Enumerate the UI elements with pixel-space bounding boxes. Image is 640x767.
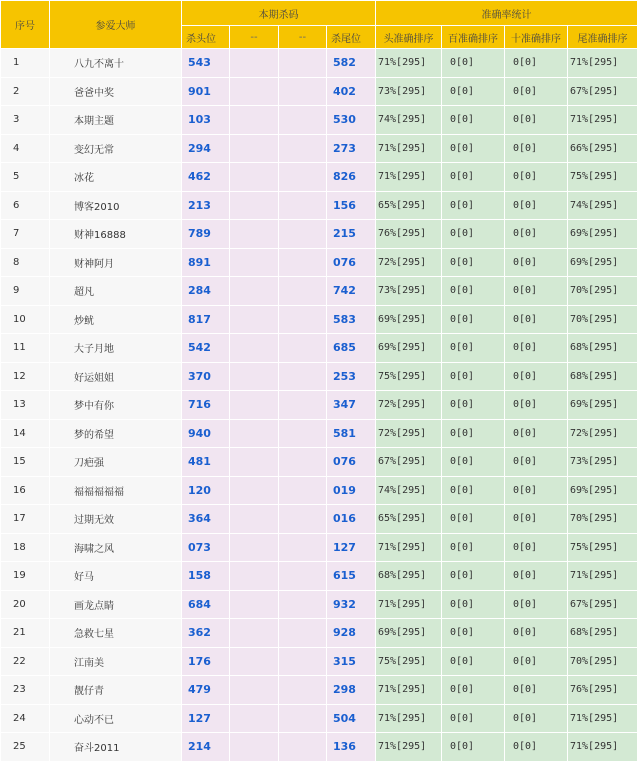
hundreds-accuracy-value: 0[0]: [442, 134, 505, 163]
head-accuracy-value: 73%[295]: [376, 77, 442, 106]
hundreds-accuracy-value: 0[0]: [442, 220, 505, 249]
master-name: 过期无效: [50, 505, 182, 534]
kill-tail-value: 076: [327, 448, 376, 477]
hundreds-accuracy-value: 0[0]: [442, 248, 505, 277]
kill-tail-value: 685: [327, 334, 376, 363]
kill-hundreds-empty: [230, 134, 279, 163]
kill-hundreds-empty: [230, 106, 279, 135]
tail-accuracy-value: 68%[295]: [568, 362, 638, 391]
kill-tens-empty: [279, 391, 327, 420]
kill-tens-empty: [279, 334, 327, 363]
master-name: 财神16888: [50, 220, 182, 249]
kill-hundreds-empty: [230, 277, 279, 306]
kill-hundreds-empty: [230, 49, 279, 78]
kill-tens-empty: [279, 362, 327, 391]
tens-accuracy-value: 0[0]: [505, 505, 568, 534]
master-name: 本期主题: [50, 106, 182, 135]
kill-head-value: 103: [182, 106, 230, 135]
head-accuracy-value: 72%[295]: [376, 248, 442, 277]
kill-tail-value: 583: [327, 305, 376, 334]
row-index: 20: [1, 590, 50, 619]
kill-tens-empty: [279, 505, 327, 534]
kill-head-column-header: 杀头位: [182, 26, 230, 49]
kill-hundreds-empty: [230, 505, 279, 534]
head-accuracy-column-header: 头准确排序: [376, 26, 442, 49]
kill-head-value: 542: [182, 334, 230, 363]
tail-accuracy-value: 76%[295]: [568, 676, 638, 705]
hundreds-accuracy-value: 0[0]: [442, 362, 505, 391]
kill-tens-empty: [279, 305, 327, 334]
table-row: [1, 163, 638, 192]
hundreds-accuracy-value: 0[0]: [442, 305, 505, 334]
table-row: [1, 305, 638, 334]
kill-head-value: 817: [182, 305, 230, 334]
head-accuracy-value: 74%[295]: [376, 476, 442, 505]
master-name: 变幻无常: [50, 134, 182, 163]
kill-tail-value: 156: [327, 191, 376, 220]
tens-accuracy-value: 0[0]: [505, 334, 568, 363]
tail-accuracy-value: 71%[295]: [568, 562, 638, 591]
kill-tens-column-header: --: [279, 26, 327, 49]
kill-tail-value: 928: [327, 619, 376, 648]
kill-hundreds-empty: [230, 704, 279, 733]
kill-head-value: 462: [182, 163, 230, 192]
tens-accuracy-value: 0[0]: [505, 733, 568, 762]
tens-accuracy-value: 0[0]: [505, 248, 568, 277]
head-accuracy-value: 69%[295]: [376, 619, 442, 648]
tail-accuracy-value: 72%[295]: [568, 419, 638, 448]
row-index: 23: [1, 676, 50, 705]
kill-tail-value: 347: [327, 391, 376, 420]
tens-accuracy-value: 0[0]: [505, 647, 568, 676]
kill-tens-empty: [279, 49, 327, 78]
kill-hundreds-column-header: --: [230, 26, 279, 49]
hundreds-accuracy-value: 0[0]: [442, 647, 505, 676]
kill-tail-value: 615: [327, 562, 376, 591]
tail-accuracy-value: 75%[295]: [568, 163, 638, 192]
kill-tail-value: 127: [327, 533, 376, 562]
kill-hundreds-empty: [230, 248, 279, 277]
table-row: [1, 733, 638, 762]
row-index: 25: [1, 733, 50, 762]
row-index: 1: [1, 49, 50, 78]
master-name: 八九不离十: [50, 49, 182, 78]
tens-accuracy-value: 0[0]: [505, 77, 568, 106]
tens-accuracy-value: 0[0]: [505, 619, 568, 648]
row-index: 14: [1, 419, 50, 448]
tail-accuracy-value: 68%[295]: [568, 619, 638, 648]
tens-accuracy-value: 0[0]: [505, 533, 568, 562]
kill-tail-value: 215: [327, 220, 376, 249]
kill-head-value: 213: [182, 191, 230, 220]
head-accuracy-value: 71%[295]: [376, 49, 442, 78]
kill-hundreds-empty: [230, 533, 279, 562]
kill-tens-empty: [279, 191, 327, 220]
table-row: [1, 647, 638, 676]
kill-tail-value: 076: [327, 248, 376, 277]
kill-tens-empty: [279, 704, 327, 733]
row-index: 13: [1, 391, 50, 420]
hundreds-accuracy-value: 0[0]: [442, 448, 505, 477]
tens-accuracy-value: 0[0]: [505, 134, 568, 163]
table-row: [1, 391, 638, 420]
head-accuracy-value: 75%[295]: [376, 647, 442, 676]
kill-tail-value: 530: [327, 106, 376, 135]
kill-hundreds-empty: [230, 191, 279, 220]
master-name: 海啸之风: [50, 533, 182, 562]
tail-accuracy-value: 74%[295]: [568, 191, 638, 220]
kill-hundreds-empty: [230, 220, 279, 249]
hundreds-accuracy-value: 0[0]: [442, 163, 505, 192]
tail-accuracy-value: 70%[295]: [568, 505, 638, 534]
hundreds-accuracy-value: 0[0]: [442, 419, 505, 448]
kill-tens-empty: [279, 590, 327, 619]
table-row: [1, 533, 638, 562]
kill-tens-empty: [279, 163, 327, 192]
kill-head-value: 716: [182, 391, 230, 420]
hundreds-accuracy-value: 0[0]: [442, 619, 505, 648]
kill-tens-empty: [279, 476, 327, 505]
table-row: [1, 704, 638, 733]
head-accuracy-value: 71%[295]: [376, 676, 442, 705]
head-accuracy-value: 71%[295]: [376, 733, 442, 762]
head-accuracy-value: 72%[295]: [376, 391, 442, 420]
tail-accuracy-value: 75%[295]: [568, 533, 638, 562]
row-index: 7: [1, 220, 50, 249]
hundreds-accuracy-value: 0[0]: [442, 49, 505, 78]
table-body: [1, 49, 638, 762]
kill-tail-value: 504: [327, 704, 376, 733]
master-name: 冰花: [50, 163, 182, 192]
tail-accuracy-value: 69%[295]: [568, 476, 638, 505]
kill-tail-value: 298: [327, 676, 376, 705]
tail-accuracy-value: 69%[295]: [568, 248, 638, 277]
tail-accuracy-value: 67%[295]: [568, 77, 638, 106]
tens-accuracy-value: 0[0]: [505, 106, 568, 135]
kill-hundreds-empty: [230, 647, 279, 676]
table-row: [1, 277, 638, 306]
head-accuracy-value: 71%[295]: [376, 704, 442, 733]
hundreds-accuracy-value: 0[0]: [442, 704, 505, 733]
hundreds-accuracy-value: 0[0]: [442, 476, 505, 505]
master-name: 超凡: [50, 277, 182, 306]
kill-head-value: 481: [182, 448, 230, 477]
master-name: 大子月地: [50, 334, 182, 363]
tail-accuracy-value: 71%[295]: [568, 733, 638, 762]
hundreds-accuracy-value: 0[0]: [442, 562, 505, 591]
tens-accuracy-value: 0[0]: [505, 419, 568, 448]
kill-hundreds-empty: [230, 619, 279, 648]
hundreds-accuracy-column-header: 百准确排序: [442, 26, 505, 49]
tens-accuracy-value: 0[0]: [505, 391, 568, 420]
table-row: [1, 562, 638, 591]
row-index: 6: [1, 191, 50, 220]
tens-accuracy-value: 0[0]: [505, 191, 568, 220]
tail-accuracy-value: 67%[295]: [568, 590, 638, 619]
kill-hundreds-empty: [230, 476, 279, 505]
head-accuracy-value: 73%[295]: [376, 277, 442, 306]
master-name: 好运姐姐: [50, 362, 182, 391]
kill-hundreds-empty: [230, 590, 279, 619]
kill-tail-column-header: 杀尾位: [327, 26, 376, 49]
tens-accuracy-column-header: 十准确排序: [505, 26, 568, 49]
master-name: 梦中有你: [50, 391, 182, 420]
table-row: [1, 248, 638, 277]
kill-hundreds-empty: [230, 448, 279, 477]
kill-head-value: 543: [182, 49, 230, 78]
master-name: 靓仔青: [50, 676, 182, 705]
table-row: [1, 191, 638, 220]
kill-tens-empty: [279, 248, 327, 277]
kill-tail-value: 582: [327, 49, 376, 78]
tens-accuracy-value: 0[0]: [505, 277, 568, 306]
kill-tens-empty: [279, 277, 327, 306]
tens-accuracy-value: 0[0]: [505, 163, 568, 192]
kill-hundreds-empty: [230, 676, 279, 705]
row-index: 18: [1, 533, 50, 562]
row-index: 11: [1, 334, 50, 363]
tail-accuracy-value: 70%[295]: [568, 277, 638, 306]
kill-hundreds-empty: [230, 163, 279, 192]
tens-accuracy-value: 0[0]: [505, 704, 568, 733]
head-accuracy-value: 69%[295]: [376, 334, 442, 363]
row-index: 3: [1, 106, 50, 135]
kill-head-value: 214: [182, 733, 230, 762]
kill-tens-empty: [279, 647, 327, 676]
kill-tens-empty: [279, 533, 327, 562]
kill-head-value: 684: [182, 590, 230, 619]
kill-tail-value: 016: [327, 505, 376, 534]
table-row: [1, 362, 638, 391]
table-row: [1, 134, 638, 163]
head-accuracy-value: 65%[295]: [376, 505, 442, 534]
tens-accuracy-value: 0[0]: [505, 49, 568, 78]
kill-tail-value: 253: [327, 362, 376, 391]
hundreds-accuracy-value: 0[0]: [442, 733, 505, 762]
tail-accuracy-value: 73%[295]: [568, 448, 638, 477]
kill-head-value: 891: [182, 248, 230, 277]
kill-tail-value: 742: [327, 277, 376, 306]
kill-head-value: 370: [182, 362, 230, 391]
tail-accuracy-value: 70%[295]: [568, 305, 638, 334]
kill-tens-empty: [279, 676, 327, 705]
kill-tail-value: 402: [327, 77, 376, 106]
head-accuracy-value: 71%[295]: [376, 163, 442, 192]
row-index: 4: [1, 134, 50, 163]
tens-accuracy-value: 0[0]: [505, 590, 568, 619]
table-row: [1, 476, 638, 505]
kill-hundreds-empty: [230, 391, 279, 420]
tail-accuracy-value: 69%[295]: [568, 391, 638, 420]
hundreds-accuracy-value: 0[0]: [442, 533, 505, 562]
kill-head-value: 073: [182, 533, 230, 562]
table-header: [1, 1, 638, 49]
hundreds-accuracy-value: 0[0]: [442, 77, 505, 106]
hundreds-accuracy-value: 0[0]: [442, 277, 505, 306]
hundreds-accuracy-value: 0[0]: [442, 391, 505, 420]
table-row: [1, 505, 638, 534]
kill-hundreds-empty: [230, 419, 279, 448]
kill-head-value: 479: [182, 676, 230, 705]
hundreds-accuracy-value: 0[0]: [442, 334, 505, 363]
master-name: 福福福福福: [50, 476, 182, 505]
master-name: 博客2010: [50, 191, 182, 220]
hundreds-accuracy-value: 0[0]: [442, 590, 505, 619]
row-index: 19: [1, 562, 50, 591]
kill-head-value: 362: [182, 619, 230, 648]
kill-head-value: 940: [182, 419, 230, 448]
tens-accuracy-value: 0[0]: [505, 562, 568, 591]
head-accuracy-value: 74%[295]: [376, 106, 442, 135]
master-name: 画龙点睛: [50, 590, 182, 619]
kill-head-value: 158: [182, 562, 230, 591]
table-row: [1, 419, 638, 448]
row-index: 9: [1, 277, 50, 306]
kill-tens-empty: [279, 220, 327, 249]
kill-head-value: 364: [182, 505, 230, 534]
kill-hundreds-empty: [230, 733, 279, 762]
hundreds-accuracy-value: 0[0]: [442, 505, 505, 534]
kill-hundreds-empty: [230, 334, 279, 363]
row-index: 24: [1, 704, 50, 733]
kill-hundreds-empty: [230, 362, 279, 391]
master-name: 江南美: [50, 647, 182, 676]
kill-tens-empty: [279, 106, 327, 135]
tens-accuracy-value: 0[0]: [505, 220, 568, 249]
kill-head-value: 284: [182, 277, 230, 306]
tail-accuracy-value: 69%[295]: [568, 220, 638, 249]
row-index: 21: [1, 619, 50, 648]
tail-accuracy-value: 70%[295]: [568, 647, 638, 676]
head-accuracy-value: 72%[295]: [376, 419, 442, 448]
hundreds-accuracy-value: 0[0]: [442, 191, 505, 220]
table-row: [1, 590, 638, 619]
kill-tail-value: 581: [327, 419, 376, 448]
tail-accuracy-value: 71%[295]: [568, 49, 638, 78]
master-name: 心动不已: [50, 704, 182, 733]
kill-tail-value: 273: [327, 134, 376, 163]
head-accuracy-value: 65%[295]: [376, 191, 442, 220]
kill-tens-empty: [279, 77, 327, 106]
kill-head-value: 127: [182, 704, 230, 733]
table-row: [1, 676, 638, 705]
tens-accuracy-value: 0[0]: [505, 305, 568, 334]
kill-head-value: 901: [182, 77, 230, 106]
row-index: 10: [1, 305, 50, 334]
head-accuracy-value: 68%[295]: [376, 562, 442, 591]
table-row: [1, 77, 638, 106]
kill-tail-value: 019: [327, 476, 376, 505]
master-name: 好马: [50, 562, 182, 591]
kill-hundreds-empty: [230, 562, 279, 591]
hundreds-accuracy-value: 0[0]: [442, 106, 505, 135]
row-index: 16: [1, 476, 50, 505]
kill-tens-empty: [279, 733, 327, 762]
tail-accuracy-value: 66%[295]: [568, 134, 638, 163]
row-index: 17: [1, 505, 50, 534]
hundreds-accuracy-value: 0[0]: [442, 676, 505, 705]
kill-tail-value: 932: [327, 590, 376, 619]
tens-accuracy-value: 0[0]: [505, 476, 568, 505]
master-name: 刀疤强: [50, 448, 182, 477]
kill-tens-empty: [279, 562, 327, 591]
table-row: [1, 220, 638, 249]
tail-accuracy-value: 68%[295]: [568, 334, 638, 363]
kill-tail-value: 136: [327, 733, 376, 762]
tail-accuracy-value: 71%[295]: [568, 106, 638, 135]
master-name: 财神阿月: [50, 248, 182, 277]
kill-tens-empty: [279, 448, 327, 477]
index-column-header: 序号: [1, 1, 50, 49]
tens-accuracy-value: 0[0]: [505, 676, 568, 705]
row-index: 5: [1, 163, 50, 192]
row-index: 15: [1, 448, 50, 477]
kill-tail-value: 826: [327, 163, 376, 192]
kill-tens-empty: [279, 619, 327, 648]
kill-head-value: 120: [182, 476, 230, 505]
kill-head-value: 176: [182, 647, 230, 676]
table-row: [1, 619, 638, 648]
head-accuracy-value: 69%[295]: [376, 305, 442, 334]
head-accuracy-value: 71%[295]: [376, 533, 442, 562]
master-name: 爸爸中奖: [50, 77, 182, 106]
master-name: 梦的希望: [50, 419, 182, 448]
head-accuracy-value: 76%[295]: [376, 220, 442, 249]
kill-tail-value: 315: [327, 647, 376, 676]
head-accuracy-value: 75%[295]: [376, 362, 442, 391]
row-index: 22: [1, 647, 50, 676]
kill-hundreds-empty: [230, 77, 279, 106]
kill-tens-empty: [279, 134, 327, 163]
master-name: 奋斗2011: [50, 733, 182, 762]
accuracy-stats-group-header: 准确率统计: [376, 1, 638, 26]
tens-accuracy-value: 0[0]: [505, 362, 568, 391]
row-index: 8: [1, 248, 50, 277]
head-accuracy-value: 67%[295]: [376, 448, 442, 477]
master-column-header: 参爱大师: [50, 1, 182, 49]
row-index: 12: [1, 362, 50, 391]
master-name: 急救七星: [50, 619, 182, 648]
head-accuracy-value: 71%[295]: [376, 134, 442, 163]
table-row: [1, 334, 638, 363]
table-row: [1, 49, 638, 78]
kill-head-value: 294: [182, 134, 230, 163]
kill-hundreds-empty: [230, 305, 279, 334]
kill-head-value: 789: [182, 220, 230, 249]
kill-tens-empty: [279, 419, 327, 448]
row-index: 2: [1, 77, 50, 106]
head-accuracy-value: 71%[295]: [376, 590, 442, 619]
tail-accuracy-column-header: 尾准确排序: [568, 26, 638, 49]
table-row: [1, 106, 638, 135]
master-name: 炒鱿: [50, 305, 182, 334]
kill-code-group-header: 本期杀码: [182, 1, 376, 26]
tail-accuracy-value: 71%[295]: [568, 704, 638, 733]
tens-accuracy-value: 0[0]: [505, 448, 568, 477]
table-row: [1, 448, 638, 477]
